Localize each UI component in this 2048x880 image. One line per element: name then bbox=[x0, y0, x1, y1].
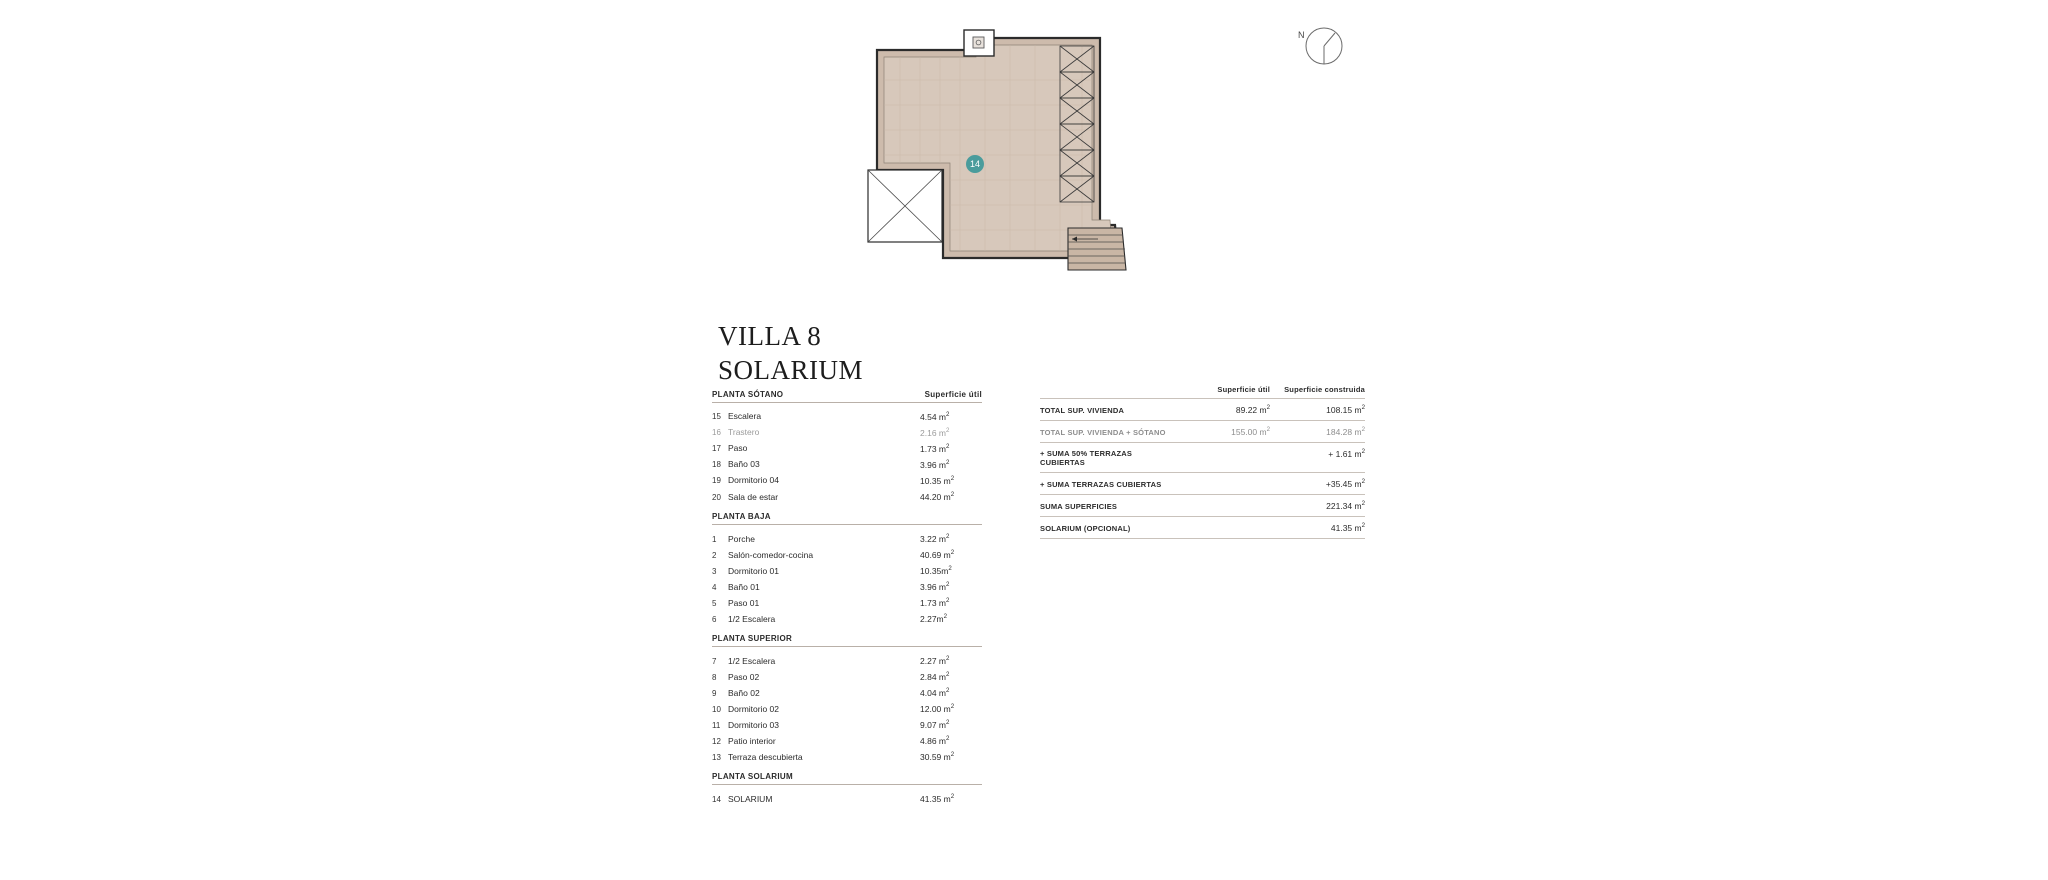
areas-table-row bbox=[712, 488, 982, 504]
compass-icon bbox=[1298, 22, 1346, 70]
area-row-value: 3.96 $m^2$ bbox=[920, 458, 950, 470]
summary-row-useful-area: 155.00 $m^2$ bbox=[1231, 425, 1270, 437]
staircase bbox=[1068, 228, 1126, 270]
areas-table-body bbox=[712, 408, 982, 806]
area-row-number: 15 bbox=[712, 412, 721, 422]
area-row-name: Baño 03 bbox=[728, 459, 760, 470]
area-row-number: 14 bbox=[712, 794, 721, 804]
areas-table-row bbox=[712, 748, 982, 764]
title-line-floor: SOLARIUM bbox=[718, 354, 864, 385]
summary-table-row bbox=[1040, 442, 1365, 473]
void-hatch bbox=[868, 170, 942, 242]
area-row-value: 3.96 $m^2$ bbox=[920, 580, 950, 592]
area-row-name: Porche bbox=[728, 533, 755, 544]
floor-plan-drawing bbox=[860, 20, 1280, 340]
area-row-value: 4.04 $m^2$ bbox=[920, 686, 950, 698]
area-row-number: 9 bbox=[712, 688, 717, 698]
summary-row-label: TOTAL SUP. VIVIENDA + SÓTANO bbox=[1040, 427, 1166, 437]
areas-table-row bbox=[712, 472, 982, 488]
area-row-name: Baño 01 bbox=[728, 581, 760, 592]
compass-north-label: N bbox=[1298, 30, 1305, 40]
areas-table-row bbox=[712, 594, 982, 610]
summary-row-built-area: +35.45 $m^2$ bbox=[1325, 478, 1365, 490]
area-row-number: 2 bbox=[712, 550, 717, 560]
areas-table bbox=[712, 390, 982, 806]
area-row-name: Patio interior bbox=[728, 735, 776, 746]
area-row-number: 11 bbox=[712, 720, 721, 730]
area-row-value: 41.35 $m^2$ bbox=[920, 792, 955, 804]
areas-table-row bbox=[712, 530, 982, 546]
area-row-value: 2.27 $m^2$ bbox=[920, 654, 950, 666]
area-row-name: Paso 02 bbox=[728, 671, 760, 682]
summary-row-label: + SUMA TERRAZAS CUBIERTAS bbox=[1040, 480, 1162, 490]
areas-table-row bbox=[712, 610, 982, 626]
areas-table-row bbox=[712, 546, 982, 562]
area-row-name: Paso 01 bbox=[728, 597, 760, 608]
area-row-name: Dormitorio 01 bbox=[728, 565, 780, 576]
area-row-value: 4.86 $m^2$ bbox=[920, 734, 950, 746]
summary-col1-header: Superficie útil bbox=[1217, 385, 1270, 394]
area-row-number: 3 bbox=[712, 566, 717, 576]
area-row-value: 9.07 $m^2$ bbox=[920, 718, 950, 730]
area-row-name: Terraza descubierta bbox=[728, 751, 803, 762]
area-row-number: 17 bbox=[712, 444, 721, 454]
areas-table-row bbox=[712, 668, 982, 684]
area-row-name: SOLARIUM bbox=[728, 793, 773, 804]
area-row-name: Sala de estar bbox=[728, 491, 779, 502]
summary-row-built-area: 221.34 $m^2$ bbox=[1326, 500, 1365, 512]
area-row-name: Dormitorio 02 bbox=[728, 703, 780, 714]
summary-table-row bbox=[1040, 472, 1365, 494]
area-row-number: 5 bbox=[712, 598, 717, 608]
areas-table-row bbox=[712, 562, 982, 578]
summary-row-label: SOLARIUM (OPCIONAL) bbox=[1040, 523, 1131, 533]
areas-table-row bbox=[712, 700, 982, 716]
area-row-name: Dormitorio 04 bbox=[728, 475, 780, 486]
summary-row-label: + SUMA 50% TERRAZAS CUBIERTAS bbox=[1040, 449, 1133, 468]
area-row-name: Salón-comedor-cocina bbox=[728, 549, 814, 560]
summary-table-row bbox=[1040, 494, 1365, 516]
summary-table-body bbox=[1040, 398, 1365, 539]
area-row-number: 1 bbox=[712, 534, 717, 544]
summary-table bbox=[1040, 385, 1365, 539]
areas-table-row bbox=[712, 578, 982, 594]
summary-row-built-area: 41.35 $m^2$ bbox=[1330, 522, 1365, 533]
summary-table-row bbox=[1040, 398, 1365, 420]
page-title bbox=[718, 320, 863, 388]
areas-table-row bbox=[712, 456, 982, 472]
area-row-number: 6 bbox=[712, 614, 717, 624]
areas-table-row bbox=[712, 652, 982, 668]
summary-col2-header: Superficie construida bbox=[1284, 385, 1365, 394]
area-row-value: 30.59 $m^2$ bbox=[920, 750, 955, 762]
title-line-villa: VILLA 8 bbox=[718, 321, 822, 351]
area-row-value: $2.27m^2$ bbox=[920, 612, 948, 624]
area-row-value: 3.22 $m^2$ bbox=[920, 532, 950, 544]
area-row-value: 10.35 $m^2$ bbox=[920, 474, 955, 486]
area-row-value: 40.69 $m^2$ bbox=[920, 548, 955, 560]
summary-table-header bbox=[1040, 385, 1365, 398]
area-row-name: Paso bbox=[728, 443, 748, 454]
areas-section-header: PLANTA SOLARIUM bbox=[712, 772, 982, 785]
areas-table-header-right: Superficie útil bbox=[924, 390, 982, 399]
area-row-number: 16 bbox=[712, 428, 721, 438]
areas-table-row bbox=[712, 790, 982, 806]
areas-table-row bbox=[712, 716, 982, 732]
room-marker-14: 14 bbox=[966, 155, 984, 173]
areas-section-header: PLANTA BAJA bbox=[712, 512, 982, 525]
rooftop-unit bbox=[964, 30, 994, 56]
area-row-number: 7 bbox=[712, 656, 717, 666]
areas-table-row bbox=[712, 732, 982, 748]
areas-table-row bbox=[712, 684, 982, 700]
area-row-value: 1.73 $m^2$ bbox=[920, 442, 950, 454]
area-row-number: 4 bbox=[712, 582, 717, 592]
area-row-value: 2.84 $m^2$ bbox=[920, 670, 950, 682]
area-row-value: 44.20 $m^2$ bbox=[920, 490, 955, 502]
areas-table-row bbox=[712, 424, 982, 440]
summary-table-row bbox=[1040, 420, 1365, 442]
area-row-value: 1.73 $m^2$ bbox=[920, 596, 950, 608]
summary-row-built-area: 184.28 $m^2$ bbox=[1326, 425, 1365, 437]
areas-table-header bbox=[712, 390, 982, 403]
area-row-number: 20 bbox=[712, 492, 721, 502]
north-compass bbox=[1298, 22, 1358, 72]
areas-table-row bbox=[712, 408, 982, 424]
area-row-number: 10 bbox=[712, 704, 721, 714]
area-row-number: 18 bbox=[712, 460, 721, 470]
area-row-number: 13 bbox=[712, 752, 721, 762]
pergola-louvres bbox=[1060, 46, 1096, 226]
floor-plan-svg bbox=[860, 20, 1280, 340]
areas-table-header-left: PLANTA SÓTANO bbox=[712, 390, 784, 399]
area-row-value: $10.35m^2$ bbox=[920, 564, 952, 576]
area-row-name: Dormitorio 03 bbox=[728, 719, 780, 730]
area-row-number: 8 bbox=[712, 672, 717, 682]
area-row-number: 19 bbox=[712, 476, 721, 486]
area-row-value: 12.00 $m^2$ bbox=[920, 702, 955, 714]
area-row-name: Baño 02 bbox=[728, 687, 760, 698]
summary-row-useful-area: 89.22 $m^2$ bbox=[1235, 404, 1270, 415]
area-row-name: 1/2 Escalera bbox=[728, 613, 776, 624]
summary-row-label: TOTAL SUP. VIVIENDA bbox=[1040, 405, 1125, 415]
summary-row-built-area: 108.15 $m^2$ bbox=[1326, 404, 1365, 415]
area-row-value: 2.16 $m^2$ bbox=[920, 426, 950, 438]
area-row-name: Trastero bbox=[728, 427, 760, 438]
area-row-value: 4.54 $m^2$ bbox=[920, 410, 950, 422]
summary-row-label: SUMA SUPERFICIES bbox=[1040, 502, 1118, 512]
area-row-name: Escalera bbox=[728, 411, 762, 422]
areas-section-header: PLANTA SUPERIOR bbox=[712, 634, 982, 647]
summary-row-built-area: + 1.61 $m^2$ bbox=[1328, 447, 1365, 459]
summary-table-row bbox=[1040, 516, 1365, 539]
area-row-name: 1/2 Escalera bbox=[728, 655, 776, 666]
area-row-number: 12 bbox=[712, 736, 721, 746]
areas-table-row bbox=[712, 440, 982, 456]
